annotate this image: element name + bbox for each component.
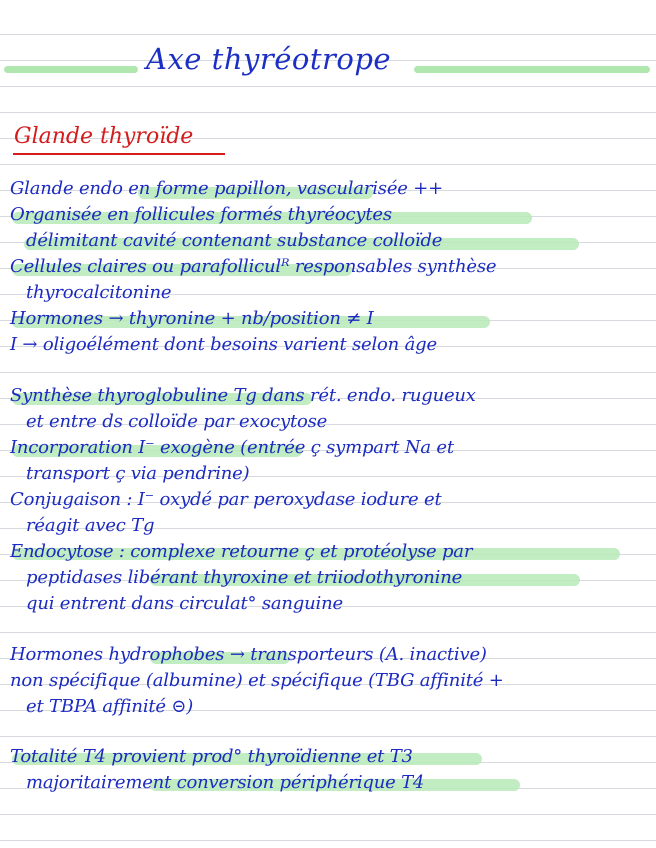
note-line: I → oligoélément dont besoins varient selon âge <box>10 334 437 355</box>
note-line: Synthèse thyroglobuline Tg dans rét. endo. rugueux <box>10 385 476 406</box>
note-line: Endocytose : complexe retourne ç et protéolyse par <box>10 541 473 562</box>
note-line: peptidases libérant thyroxine et triiodothyronine <box>26 567 463 588</box>
note-line: transport ç via pendrine) <box>26 463 250 484</box>
note-line: non spécifique (albumine) et spécifique (TBG affinité + <box>10 670 504 691</box>
note-line: Hormones → thyronine + nb/position ≠ I <box>10 308 374 329</box>
note-line: majoritairement conversion périphérique T4 <box>26 772 425 793</box>
note-line: et TBPA affinité ⊝) <box>26 696 194 717</box>
note-line: thyrocalcitonine <box>26 282 172 303</box>
note-line: délimitant cavité contenant substance colloïde <box>26 230 443 251</box>
section-heading: Glande thyroïde <box>14 124 194 149</box>
note-line: Glande endo en forme papillon, vascularisée ++ <box>10 178 444 199</box>
note-line: qui entrent dans circulat° sanguine <box>26 593 343 614</box>
title-highlight-left <box>4 66 138 73</box>
note-line: Hormones hydrophobes → transporteurs (A. inactive) <box>10 644 487 665</box>
note-line: Incorporation I⁻ exogène (entrée ç sympart Na et <box>10 437 454 458</box>
note-line: Conjugaison : I⁻ oxydé par peroxydase iodure et <box>10 489 442 510</box>
note-line: Cellules claires ou parafolliculᴿ responsables synthèse <box>10 256 497 277</box>
note-line: réagit avec Tg <box>26 515 155 536</box>
note-line: Organisée en follicules formés thyréocytes <box>10 204 392 225</box>
note-line: Totalité T4 provient prod° thyroïdienne et T3 <box>10 746 413 767</box>
section-heading-underline <box>13 153 225 155</box>
title-row <box>0 40 656 84</box>
title-highlight-right <box>414 66 650 73</box>
page-title: Axe thyréotrope <box>146 42 392 76</box>
note-line: et entre ds colloïde par exocytose <box>26 411 328 432</box>
